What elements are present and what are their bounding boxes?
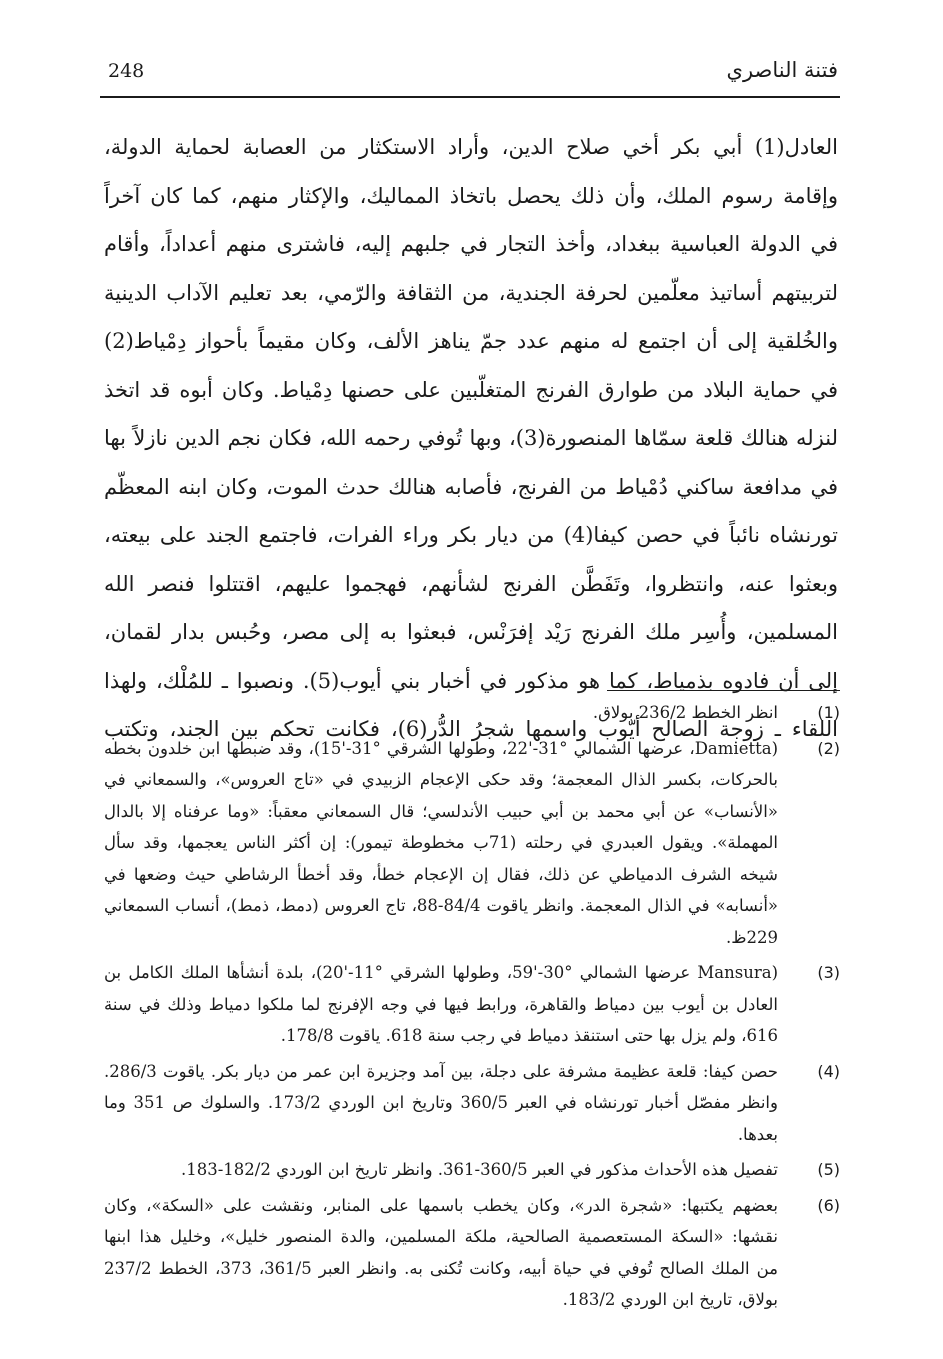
text-line: في الدولة العباسية ببغداد، وأخذ التجار في جلبهم إليه، فاشترى منهم أعداداً، وأقام <box>104 232 838 256</box>
text-line: والخُلقية إلى أن اجتمع له منهم عدد جمّ يناهز الألف، وكان مقيماً بأحواز دِمْياط(2) <box>104 329 838 353</box>
footnote-4 <box>104 1056 840 1151</box>
footnote-5 <box>104 1154 840 1186</box>
footnote-line: بالحركات، بكسر الذال المعجمة؛ وقد حكى الإعجام الزبيدي في «تاج العروس»، والسمعاني في <box>104 770 778 789</box>
text-line: المسلمين، وأُسِر ملك الفرنج رَيْد إفرَنْس، فبعثوا به إلى مصر، وحُبس بدار لقمان، <box>104 620 838 644</box>
footnote-2 <box>104 733 840 954</box>
footnote-line: بولاق، تاريخ ابن الوردي 183/2. <box>562 1290 778 1309</box>
text-line: اللقاء ـ زوجة الصالح أيّوب واسمها شجرُ الدُّر(6)، فكانت تحكم بين الجند، وتكتب <box>104 717 838 741</box>
footnote-line: من الملك الصالح تُوفي في حياة أبيه، وكانت تُكنى به. وانظر العبر 361/5، 373، الخطط 237/2 <box>104 1258 778 1278</box>
footnote-number: (6) <box>817 1195 840 1215</box>
footnote-separator <box>607 690 840 691</box>
footnote-line: نقشها: «السكة المستعصمية الصالحية، ملكة المسلمين، والدة المنصور خليل»، وخليل هذا ابنها <box>104 1227 778 1246</box>
footnotes <box>104 697 840 1320</box>
footnote-6 <box>104 1190 840 1316</box>
footnote-line: 229ظ. <box>725 927 778 947</box>
footnote-number: (1) <box>817 703 840 722</box>
footnote-line: حصن كيفا: قلعة عظيمة مشرفة على دجلة، بين آمد وجزيرة ابن عمر من ديار بكر. ياقوت 286/3. <box>104 1061 778 1081</box>
footnote-line: بعضهم يكتبها: «شجرة الدر»، وكان يخطب باسمها على المنابر، ونقشت على «السكة»، وكان <box>104 1195 778 1215</box>
footnote-line: (Mansura عرضها الشمالي °30-'59، وطولها الشرقي °11-'20)، بلدة أنشأها الملك الكامل بن <box>104 963 778 982</box>
page-header <box>100 58 840 92</box>
text-line: إلى أن فادوه بذمياط، كما هو مذكور في أخبار بني أيوب(5). ونصبوا ـ للمُلْك، ولهذا <box>104 668 838 693</box>
footnote-line: شيخه الشرف الدمياطي عن ذلك، فقال إن الإعجام خطأ، وقد أخطأ الرشاطي حيث وضعها في <box>104 864 778 884</box>
footnote-line: تفصيل هذه الأحداث مذكور في العبر 360/5-361. وانظر تاريخ ابن الوردي 182/2-183. <box>180 1160 778 1179</box>
footnote-line: وانظر مفصّل أخبار تورنشاه في العبر 360/5 وتاريخ ابن الوردي 173/2. والسلوك ص 351 وما <box>104 1093 778 1112</box>
footnote-line: 616، ولم يزل بها حتى استنقذ دمياط في رجب سنة 618. ياقوت 178/8. <box>280 1026 778 1045</box>
text-line: في مدافعة ساكني دُمْياط من الفرنج، فأصابه هنالك حدث الموت، وكان ابنه المعظّم <box>104 474 838 499</box>
footnote-line: العادل بن أيوب بين دمياط والقاهرة، ورابط فيها في وجه الإفرنج لما ملكوا دمياط وذلك في سنة <box>104 994 778 1014</box>
text-line: وإقامة رسوم الملك، وأن ذلك يحصل باتخاذ المماليك، والإكثار منهم، كما كان آخراً <box>104 183 838 208</box>
running-title: فتنة الناصري <box>726 58 838 82</box>
footnote-3 <box>104 957 840 1052</box>
text-line: في حماية البلاد من طوارق الفرنج المتغلّبين على حصنها دِمْياط. وكان أبوه قد اتخذ <box>104 377 838 402</box>
text-line: لنزله هنالك قلعة سمّاها المنصورة(3)، وبها تُوفي رحمه الله، فكان نجم الدين نازلاً بها <box>104 426 838 450</box>
text-line: لتربيتهم أساتيذ معلّمين لحرفة الجندية، من الثقافة والرّمي، بعد تعليم الآداب الدينية <box>104 280 838 305</box>
text-line: العادل(1) أبي بكر أخي صلاح الدين، وأراد الاستكثار من العصابة لحماية الدولة، <box>104 135 838 159</box>
footnote-line: بعدها. <box>737 1124 778 1144</box>
footnote-number: (4) <box>817 1061 840 1081</box>
footnote-line: المهملة». ويقول العبدري في رحلته (71ب مخطوطة تيمور): إن أكثر الناس يعجمها، وقد سأل <box>104 833 778 852</box>
footnote-line: (Damietta، عرضها الشمالي °31-'22، وطولها الشرقي °31-'15)، وقد ضبطها ابن خلدون بخطه <box>104 738 778 758</box>
header-rule <box>100 96 840 98</box>
text-line: وبعثوا عنه، وانتظروا، وتَفَطَّن الفرنج لشأنهم، فهجموا عليهم، اقتتلوا فنصر الله <box>104 571 838 596</box>
footnote-line: «الأنساب» عن أبي محمد بن أبي حبيب الأندلسي؛ قال السمعاني معقباً: «وما عرفناه إلا بالدال <box>104 801 778 821</box>
footnote-line: انظر الخطط 236/2 بولاق. <box>592 703 778 722</box>
footnote-number: (3) <box>817 963 840 982</box>
footnote-number: (2) <box>817 738 840 758</box>
footnote-1 <box>104 697 840 729</box>
footnote-number: (5) <box>817 1160 840 1179</box>
text-line: تورنشاه نائباً في حصن كيفا(4) من ديار بكر وراء الفرات، فاجتمع الجند على بيعته، <box>104 523 838 547</box>
main-text <box>104 123 838 754</box>
page-number: 248 <box>108 60 145 82</box>
footnote-line: «أنسابه» في الذال المعجمة. وانظر ياقوت 84/4-88، تاج العروس (دمط، ذمط)، أنساب السمعاني <box>104 896 778 915</box>
